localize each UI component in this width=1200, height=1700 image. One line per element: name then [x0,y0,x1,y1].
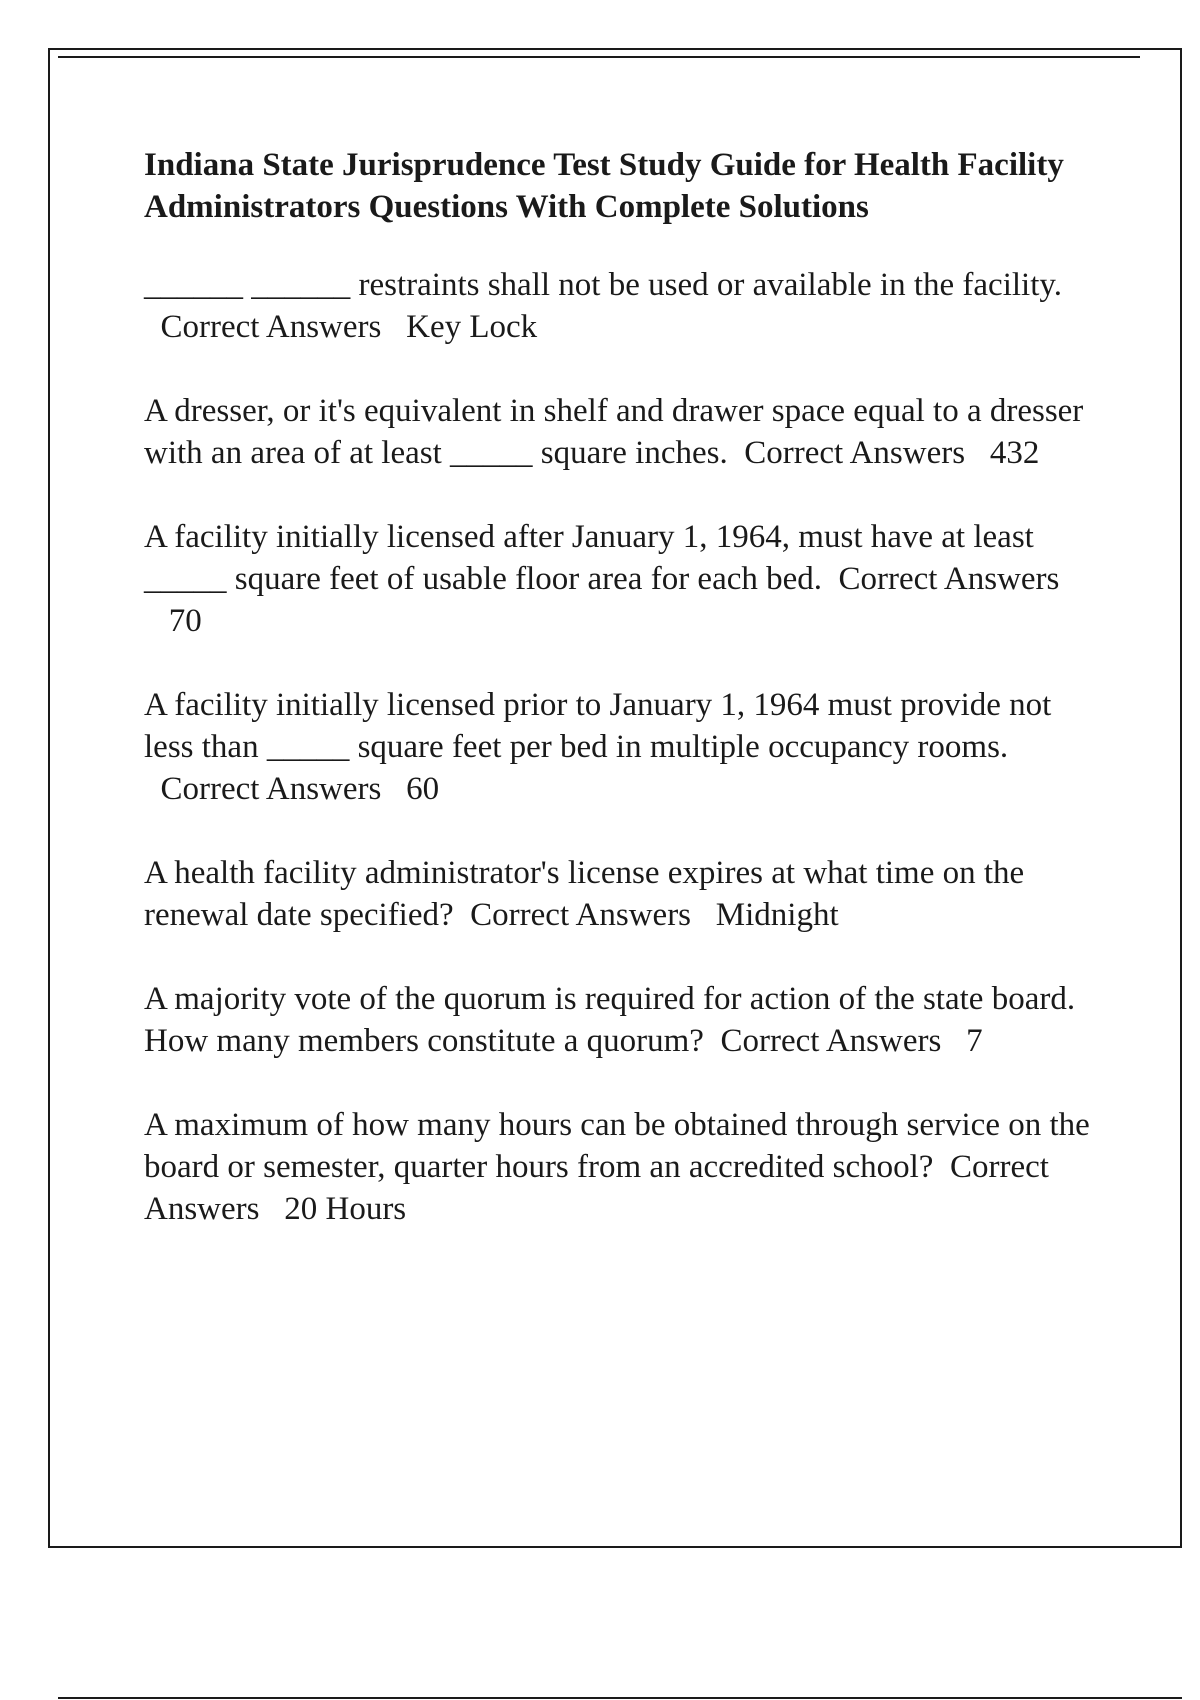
answer-label: Correct Answers [160,309,382,345]
answer-text: 432 [989,435,1040,471]
qa-item [144,516,1094,642]
question-text: A maximum of how many hours can be obtained through service on the board or semester, quarter hours from an accredited school? [144,1107,1090,1185]
answer-label: Correct Answers [470,897,692,933]
answer-text: 7 [966,1023,983,1059]
answer-text: Key Lock [406,309,538,345]
qa-item [144,264,1094,348]
question-text: A facility initially licensed prior to January 1, 1964 must provide not less than _____ square feet per bed in multiple occupancy rooms. [144,687,1052,765]
answer-text: 70 [168,603,202,639]
qa-item [144,684,1094,810]
document-title: Indiana State Jurisprudence Test Study Guide for Health Facility Administrators Questions With Complete Solutions [144,147,1064,225]
question-text: A dresser, or it's equivalent in shelf and drawer space equal to a dresser with an area of at least _____ square inches. [144,393,1084,471]
answer-label: Correct Answers [744,435,966,471]
bottom-rule [58,1697,1182,1699]
question-text: A health facility administrator's license expires at what time on the renewal date specified? [144,855,1025,933]
answer-text: 60 [406,771,440,807]
qa-item [144,390,1094,474]
top-rule [58,56,1140,58]
qa-item [144,978,1094,1062]
answer-label: Correct Answers [720,1023,942,1059]
document-body [144,144,1094,1272]
answer-label: Correct Answers [144,1149,1049,1227]
qa-item [144,1104,1094,1230]
answer-text: 20 Hours [284,1191,407,1227]
qa-item [144,852,1094,936]
question-text: A majority vote of the quorum is required for action of the state board. How many members constitute a quorum? [144,981,1076,1059]
answer-label: Correct Answers [838,561,1060,597]
question-text: ______ ______ restraints shall not be used or available in the facility. [144,267,1062,303]
answer-text: Midnight [715,897,839,933]
question-text: A facility initially licensed after January 1, 1964, must have at least _____ square feet of usable floor area for each bed. [144,519,1034,597]
answer-label: Correct Answers [160,771,382,807]
